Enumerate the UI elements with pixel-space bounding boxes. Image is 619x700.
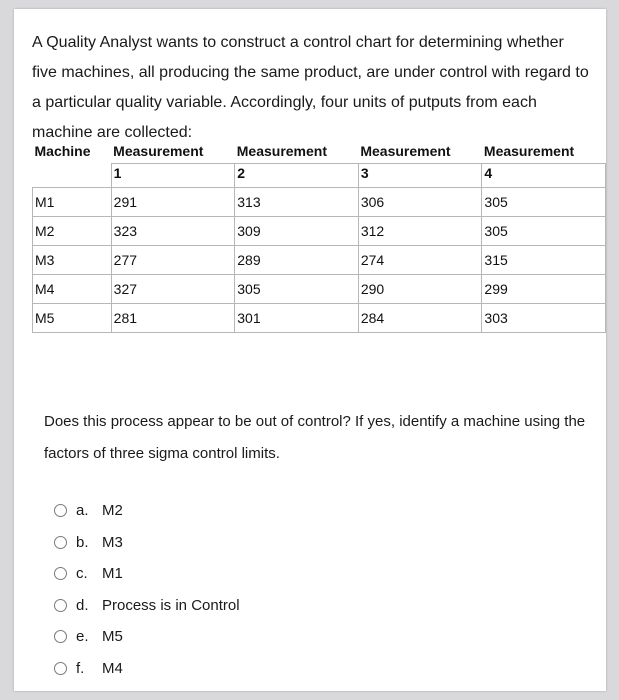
option-text: M4 bbox=[102, 659, 123, 677]
cell-value: 301 bbox=[235, 304, 359, 333]
option-text: Process is in Control bbox=[102, 596, 240, 614]
cell-value: 281 bbox=[111, 304, 235, 333]
subheader-2: 2 bbox=[235, 164, 359, 188]
radio-button[interactable] bbox=[54, 599, 67, 612]
cell-machine: M1 bbox=[33, 188, 112, 217]
cell-value: 327 bbox=[111, 275, 235, 304]
cell-value: 274 bbox=[358, 246, 482, 275]
cell-value: 290 bbox=[358, 275, 482, 304]
option-f[interactable] bbox=[54, 653, 240, 685]
header-measurement-2: Measurement bbox=[236, 143, 328, 159]
option-letter: c. bbox=[76, 565, 88, 583]
subheader-3: 3 bbox=[358, 164, 482, 188]
cell-value: 323 bbox=[111, 217, 235, 246]
cell-machine: M2 bbox=[33, 217, 112, 246]
option-letter: b. bbox=[76, 533, 89, 551]
cell-value: 284 bbox=[358, 304, 482, 333]
header-measurement-1: Measurement bbox=[113, 143, 204, 159]
subheader-1: 1 bbox=[111, 164, 235, 188]
cell-value: 291 bbox=[111, 188, 235, 217]
cell-value: 303 bbox=[482, 304, 606, 333]
table-header-row bbox=[33, 142, 606, 164]
cell-machine: M4 bbox=[33, 275, 112, 304]
cell-value: 306 bbox=[358, 188, 482, 217]
option-text: M3 bbox=[102, 533, 123, 551]
option-d[interactable] bbox=[54, 590, 240, 622]
subheader-4: 4 bbox=[482, 164, 606, 188]
option-e[interactable] bbox=[54, 621, 240, 653]
cell-value: 289 bbox=[235, 246, 359, 275]
radio-button[interactable] bbox=[54, 504, 67, 517]
subheader-machine bbox=[33, 164, 112, 188]
cell-machine: M5 bbox=[33, 304, 112, 333]
cell-value: 299 bbox=[482, 275, 606, 304]
header-measurement-3: Measurement bbox=[360, 143, 451, 159]
option-text: M2 bbox=[102, 502, 123, 520]
option-letter: a. bbox=[76, 502, 89, 520]
cell-value: 313 bbox=[235, 188, 359, 217]
option-a[interactable] bbox=[54, 495, 240, 527]
radio-button[interactable] bbox=[54, 662, 67, 675]
cell-value: 305 bbox=[235, 275, 359, 304]
cell-value: 305 bbox=[482, 188, 606, 217]
option-letter: d. bbox=[76, 596, 89, 614]
header-measurement-4: Measurement bbox=[483, 143, 575, 159]
answer-options bbox=[54, 495, 240, 684]
option-b[interactable] bbox=[54, 527, 240, 559]
table-row bbox=[33, 304, 606, 333]
table-subheader-row bbox=[33, 164, 606, 188]
cell-value: 312 bbox=[358, 217, 482, 246]
option-text: M5 bbox=[102, 628, 123, 646]
table-row bbox=[33, 246, 606, 275]
question-text: Does this process appear to be out of control? If yes, identify a machine using the factors of three sigma control limits. bbox=[44, 413, 586, 462]
table-row bbox=[33, 217, 606, 246]
intro-text: A Quality Analyst wants to construct a control chart for determining whether five machines, all producing the same product, are under control with regard to a particular quality variable. Accordingly, four units of putputs from each machine are collected: bbox=[32, 34, 589, 141]
option-text: M1 bbox=[102, 565, 123, 583]
measurement-table bbox=[32, 142, 606, 333]
question-card bbox=[14, 9, 606, 691]
option-letter: f. bbox=[76, 659, 85, 677]
header-machine: Machine bbox=[34, 143, 91, 159]
radio-button[interactable] bbox=[54, 567, 67, 580]
cell-value: 305 bbox=[482, 217, 606, 246]
cell-machine: M3 bbox=[33, 246, 112, 275]
radio-button[interactable] bbox=[54, 630, 67, 643]
table-row bbox=[33, 275, 606, 304]
option-letter: e. bbox=[76, 628, 89, 646]
option-c[interactable] bbox=[54, 558, 240, 590]
cell-value: 315 bbox=[482, 246, 606, 275]
cell-value: 277 bbox=[111, 246, 235, 275]
table-row bbox=[33, 188, 606, 217]
cell-value: 309 bbox=[235, 217, 359, 246]
radio-button[interactable] bbox=[54, 536, 67, 549]
